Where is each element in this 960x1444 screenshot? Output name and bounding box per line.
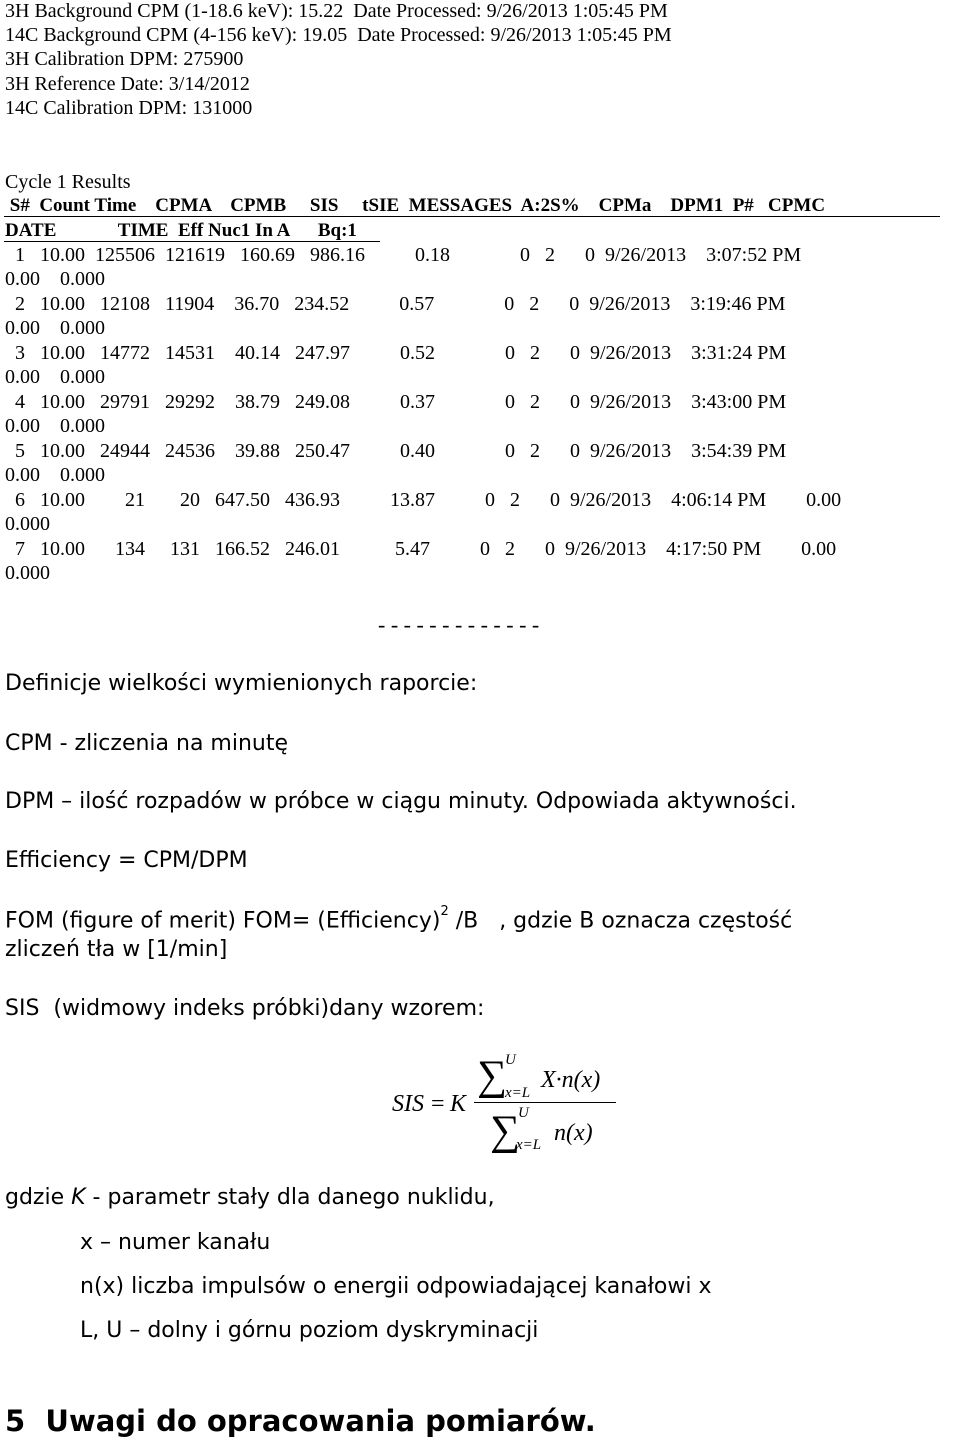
definitions-intro: Definicje wielkości wymienionych raporcie: — [5, 671, 478, 696]
definition-sis: SIS (widmowy indeks próbki)dany wzorem: — [5, 996, 485, 1021]
table-row-continuation: 0.00 0.000 — [5, 464, 105, 486]
formula-k: K — [450, 1091, 467, 1117]
formula-denominator: n(x) — [554, 1120, 593, 1146]
formula-numerator: X·n(x) — [541, 1067, 601, 1093]
sum-upper-limit: U — [505, 1052, 516, 1068]
section-title: Uwagi do opracowania pomiarów. — [45, 1404, 596, 1438]
formula-lhs: SIS — [392, 1091, 424, 1117]
column-header-underline — [4, 216, 940, 217]
separator: - - - - - - - - - - - - - — [378, 612, 540, 637]
header-line: 14C Background CPM (4-156 keV): 19.05 Date Processed: 9/26/2013 1:05:45 PM — [5, 24, 672, 46]
section-number: 5 — [5, 1404, 26, 1438]
section-heading — [5, 1404, 596, 1438]
sigma-icon: ∑ — [490, 1108, 520, 1154]
table-row: 7 10.00 134 131 166.52 246.01 5.47 0 2 0 9/26/2013 4:17:50 PM 0.00 — [5, 538, 837, 560]
legend-k — [5, 1187, 495, 1209]
sum-upper-limit: U — [518, 1105, 529, 1121]
table-row: 4 10.00 29791 29292 38.79 249.08 0.37 0 2 0 9/26/2013 3:43:00 PM — [5, 391, 787, 413]
legend-k-prefix: gdzie — [5, 1185, 72, 1210]
definition-cpm: CPM - zliczenia na minutę — [5, 731, 289, 756]
table-row: 2 10.00 12108 11904 36.70 234.52 0.57 0 2 0 9/26/2013 3:19:46 PM — [5, 293, 786, 315]
legend-nx: n(x) liczba impulsów o energii odpowiadającej kanałowi x — [80, 1274, 712, 1299]
fom-text: FOM (figure of merit) FOM= (Efficiency) — [5, 908, 441, 934]
legend-x: x – numer kanału — [80, 1230, 271, 1255]
table-row: 6 10.00 21 20 647.50 436.93 13.87 0 2 0 9/26/2013 4:06:14 PM 0.00 — [5, 489, 842, 511]
table-row-continuation: 0.000 — [5, 513, 50, 535]
legend-k-text: - parametr stały dla danego nuklidu, — [85, 1185, 495, 1210]
header-line: 14C Calibration DPM: 131000 — [5, 97, 253, 119]
results-title: Cycle 1 Results — [5, 171, 131, 193]
header-line: 3H Calibration DPM: 275900 — [5, 48, 244, 70]
fom-exponent: 2 — [440, 904, 449, 919]
table-row-continuation: 0.000 — [5, 562, 50, 584]
fom-text-continued: /B , gdzie B oznacza częstość — [448, 908, 793, 934]
table-row-continuation: 0.00 0.000 — [5, 317, 105, 339]
table-row-continuation: 0.00 0.000 — [5, 268, 105, 290]
header-line: 3H Reference Date: 3/14/2012 — [5, 73, 250, 95]
legend-lu: L, U – dolny i górnu poziom dyskryminacji — [80, 1318, 539, 1343]
definition-fom-line2: zliczeń tła w [1/min] — [5, 937, 228, 962]
table-row: 1 10.00 125506 121619 160.69 986.16 0.18 0 2 0 9/26/2013 3:07:52 PM — [5, 244, 802, 266]
column-header-line-1: S# Count Time CPMA CPMB SIS tSIE MESSAGES A:2S% CPMa DPM1 P# CPMC — [5, 195, 826, 216]
definition-dpm: DPM – ilość rozpadów w próbce w ciągu minuty. Odpowiada aktywności. — [5, 789, 797, 814]
header-line: 3H Background CPM (1-18.6 keV): 15.22 Date Processed: 9/26/2013 1:05:45 PM — [5, 0, 668, 22]
table-row: 3 10.00 14772 14531 40.14 247.97 0.52 0 2 0 9/26/2013 3:31:24 PM — [5, 342, 787, 364]
sum-lower-limit: x=L — [505, 1085, 531, 1101]
table-row: 5 10.00 24944 24536 39.88 250.47 0.40 0 2 0 9/26/2013 3:54:39 PM — [5, 440, 787, 462]
table-row-continuation: 0.00 0.000 — [5, 415, 105, 437]
formula-equals: = — [431, 1091, 445, 1117]
column-header-underline — [4, 241, 380, 242]
sigma-icon: ∑ — [477, 1053, 507, 1099]
definition-fom — [5, 904, 793, 934]
sum-lower-limit: x=L — [516, 1137, 542, 1153]
legend-k-symbol: K — [71, 1185, 86, 1210]
column-header-line-2: DATE TIME Eff Nuc1 In A Bq:1 — [5, 220, 357, 241]
definition-efficiency: Efficiency = CPM/DPM — [5, 848, 248, 873]
fraction-bar — [474, 1102, 616, 1103]
table-row-continuation: 0.00 0.000 — [5, 366, 105, 388]
